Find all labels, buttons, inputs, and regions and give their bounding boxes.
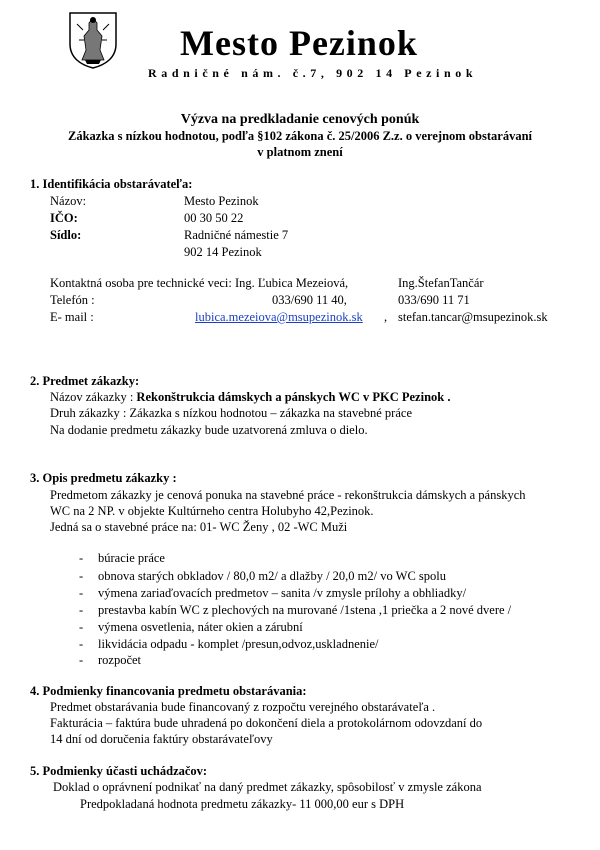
section-1-heading: 1. Identifikácia obstarávateľa: xyxy=(30,177,193,191)
contact-person-label: Kontaktná osoba pre technické veci: Ing. Ľubica Mezeiová, xyxy=(50,276,349,290)
contact-person-2: Ing.ŠtefanTančár xyxy=(398,276,484,290)
email-separator: , xyxy=(384,310,388,324)
phone-2: 033/690 11 71 xyxy=(398,293,470,307)
section-2-heading: 2. Predmet zákazky: xyxy=(30,374,140,388)
list-item: výmena osvetlenia, náter okien a zárubní xyxy=(98,620,303,634)
nazov-label: Názov: xyxy=(50,194,87,208)
section-3-line-2: WC na 2 NP. v objekte Kultúrneho centra Holubyho 42,Pezinok. xyxy=(50,504,374,518)
section-4-line-2: Fakturácia – faktúra bude uhradená po dokončení diela a protokolárnom odovzdaní do xyxy=(50,716,483,730)
section-4-line-1: Predmet obstarávania bude financovaný z rozpočtu verejného obstarávateľa . xyxy=(50,700,436,714)
city-name: Mesto Pezinok xyxy=(180,23,418,63)
list-item: búracie práce xyxy=(98,551,165,565)
section-2-line-1 xyxy=(50,390,450,405)
list-item: prestavba kabín WC z plechových na murované /1stena ,1 priečka a 2 nové dvere / xyxy=(98,603,512,617)
list-dash: - xyxy=(79,620,84,634)
section-3-line-1: Predmetom zákazky je cenová ponuka na stavebné práce - rekonštrukcia dámskych a pánskych xyxy=(50,488,526,502)
list-dash: - xyxy=(79,653,84,667)
zakazka-name-label: Názov zákazky : xyxy=(50,390,137,404)
zakazka-name: Rekonštrukcia dámskych a pánskych WC v PKC Pezinok . xyxy=(136,390,451,404)
section-4-heading: 4. Podmienky financovania predmetu obstarávania: xyxy=(30,684,307,698)
section-2-line-3: Na dodanie predmetu zákazky bude uzatvorená zmluva o dielo. xyxy=(50,423,368,437)
section-5-heading: 5. Podmienky účasti uchádzačov: xyxy=(30,764,208,778)
list-dash: - xyxy=(79,603,84,617)
list-item: likvidácia odpadu - komplet /presun,odvoz,uskladnenie/ xyxy=(98,637,379,651)
ico-value: 00 30 50 22 xyxy=(184,211,244,225)
sidlo-value: Radničné námestie 7 xyxy=(184,228,289,242)
list-dash: - xyxy=(79,551,84,565)
section-5-line-1: Doklad o oprávnení podnikať na daný predmet zákazky, spôsobilosť v zmysle zákona xyxy=(53,780,482,794)
city-crest-icon xyxy=(67,10,119,70)
list-item: obnova starých obkladov / 80,0 m2/ a dlažby / 20,0 m2/ vo WC spolu xyxy=(98,569,446,583)
sidlo-label: Sídlo: xyxy=(50,228,82,242)
email-link-1[interactable]: lubica.mezeiova@msupezinok.sk xyxy=(195,310,363,324)
nazov-value: Mesto Pezinok xyxy=(184,194,259,208)
email-2: stefan.tancar@msupezinok.sk xyxy=(398,310,548,324)
list-dash: - xyxy=(79,586,84,600)
document-title: Výzva na predkladanie cenových ponúk xyxy=(180,112,420,127)
sidlo-postal: 902 14 Pezinok xyxy=(184,245,262,259)
section-2-line-2: Druh zákazky : Zákazka s nízkou hodnotou – zákazka na stavebné práce xyxy=(50,406,412,420)
city-address: Radničné nám. č.7, 902 14 Pezinok xyxy=(148,66,478,80)
phone-label: Telefón : xyxy=(50,293,95,307)
document-subtitle: Zákazka s nízkou hodnotou, podľa §102 zákona č. 25/2006 Z.z. o verejnom obstarávaní xyxy=(67,129,533,143)
list-dash: - xyxy=(79,637,84,651)
section-3-line-3: Jedná sa o stavebné práce na: 01- WC Ženy , 02 -WC Muži xyxy=(50,520,348,534)
list-item: rozpočet xyxy=(98,653,142,667)
email-label: E- mail : xyxy=(50,310,94,324)
list-dash: - xyxy=(79,569,84,583)
section-3-heading: 3. Opis predmetu zákazky : xyxy=(30,471,177,485)
section-5-line-2: Predpokladaná hodnota predmetu zákazky- 11 000,00 eur s DPH xyxy=(80,797,405,811)
document-subtitle-2: v platnom znení xyxy=(257,145,343,159)
section-4-line-3: 14 dní od doručenia faktúry obstarávateľovy xyxy=(50,732,273,746)
phone-1: 033/690 11 40, xyxy=(272,293,347,307)
list-item: výmena zariaďovacích predmetov – sanita /v zmysle prílohy a obhliadky/ xyxy=(98,586,467,600)
ico-label: IČO: xyxy=(50,211,78,225)
